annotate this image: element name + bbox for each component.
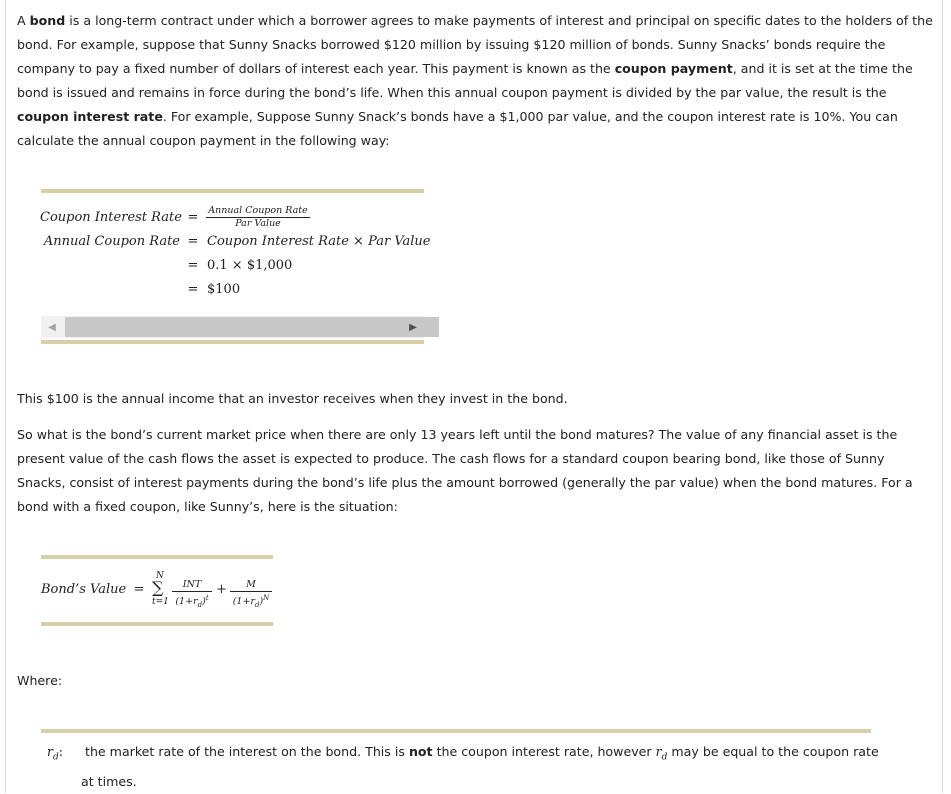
plus-sign: +	[216, 582, 227, 597]
fraction-numerator: Annual Coupon Rate	[206, 205, 310, 218]
numeric-product: 0.1 × $1,000	[207, 258, 293, 273]
coupon-interest-rate-lhs: Coupon Interest Rate	[40, 210, 182, 225]
equals-sign: =	[187, 210, 199, 225]
bond-value-bottom-rule	[41, 622, 273, 626]
sum-lower-limit: t=1	[152, 597, 169, 607]
equals-sign: =	[187, 258, 199, 273]
where-label: Where:	[17, 673, 63, 688]
scroll-right-arrow-icon[interactable]: ▶	[409, 321, 417, 333]
fraction-numerator: M	[230, 579, 272, 592]
fraction-numerator: INT	[172, 579, 212, 592]
fraction-denominator: Par Value	[235, 218, 281, 229]
bond-value-lhs: Bond’s Value	[41, 582, 127, 597]
annual-coupon-rate-lhs: Annual Coupon Rate	[43, 234, 180, 249]
sum-upper-limit: N	[156, 571, 164, 581]
fraction-denominator: $(1+r_d)^N$	[232, 594, 270, 610]
definition-text-rd: the market rate of the interest on the bond. This is not the coupon interest rate, however $r_d$ may be equal to the coupon rate at times.	[81, 744, 879, 789]
emphasis-not: not	[408, 744, 433, 759]
horizontal-scrollbar[interactable]	[41, 316, 424, 338]
product-expression: Coupon Interest Rate × Par Value	[207, 234, 431, 249]
fraction-annual-over-par	[206, 205, 310, 230]
fraction-principal	[230, 579, 272, 611]
market-price-paragraph: So what is the bond’s current market price when there are only 13 years left until the bond matures? The value of any financial asset is the present value of the cash flows the asset is expected to produce. The cash flows for a standard coupon bearing bond, like those of Sunny Snacks, consist of interest payments during the bond’s life plus the amount borrowed (generally the par value) when the bond matures. For a bond with a fixed coupon, like Sunny’s, here is the situation:	[17, 427, 913, 514]
fraction-denominator: $(1+r_d)^t$	[175, 594, 209, 610]
scroll-left-arrow-icon[interactable]: ◀	[48, 321, 56, 333]
equals-sign: =	[133, 582, 145, 597]
equation-bottom-rule	[41, 340, 424, 344]
summation-icon: ∑	[152, 578, 164, 597]
definitions-top-rule	[41, 729, 871, 733]
equals-sign: =	[187, 282, 199, 297]
bond-value-top-rule	[41, 555, 273, 559]
equals-sign: =	[187, 234, 199, 249]
annual-income-paragraph: This $100 is the annual income that an investor receives when they invest in the bond.	[17, 391, 568, 406]
scrollbar-thumb[interactable]	[65, 317, 439, 337]
intro-paragraph: A bond is a long-term contract under which a borrower agrees to make payments of interest and principal on specific dates to the holders of the bond. For example, suppose that Sunny Snacks borrowed $120 million by issuing $120 million of bonds. Sunny Snacks’ bonds require the company to pay a fixed number of dollars of interest each year. This payment is known as the coupon payment, and it is set at the time the bond is issued and remains in force during the bond’s life. When this annual coupon payment is divided by the par value, the result is the coupon interest rate. For example, Suppose Sunny Snack’s bonds have a $1,000 par value, and the coupon interest rate is 10%. You can calculate the annual coupon payment in the following way:	[17, 13, 933, 148]
term-coupon-payment: coupon payment	[614, 61, 733, 76]
result-value: $100	[207, 282, 241, 297]
equation-top-rule	[41, 189, 424, 193]
definition-term-rd: $r_d$:	[47, 744, 64, 763]
term-bond: bond	[29, 13, 66, 28]
fraction-interest	[172, 579, 212, 611]
term-coupon-interest-rate: coupon interest rate	[17, 109, 163, 124]
